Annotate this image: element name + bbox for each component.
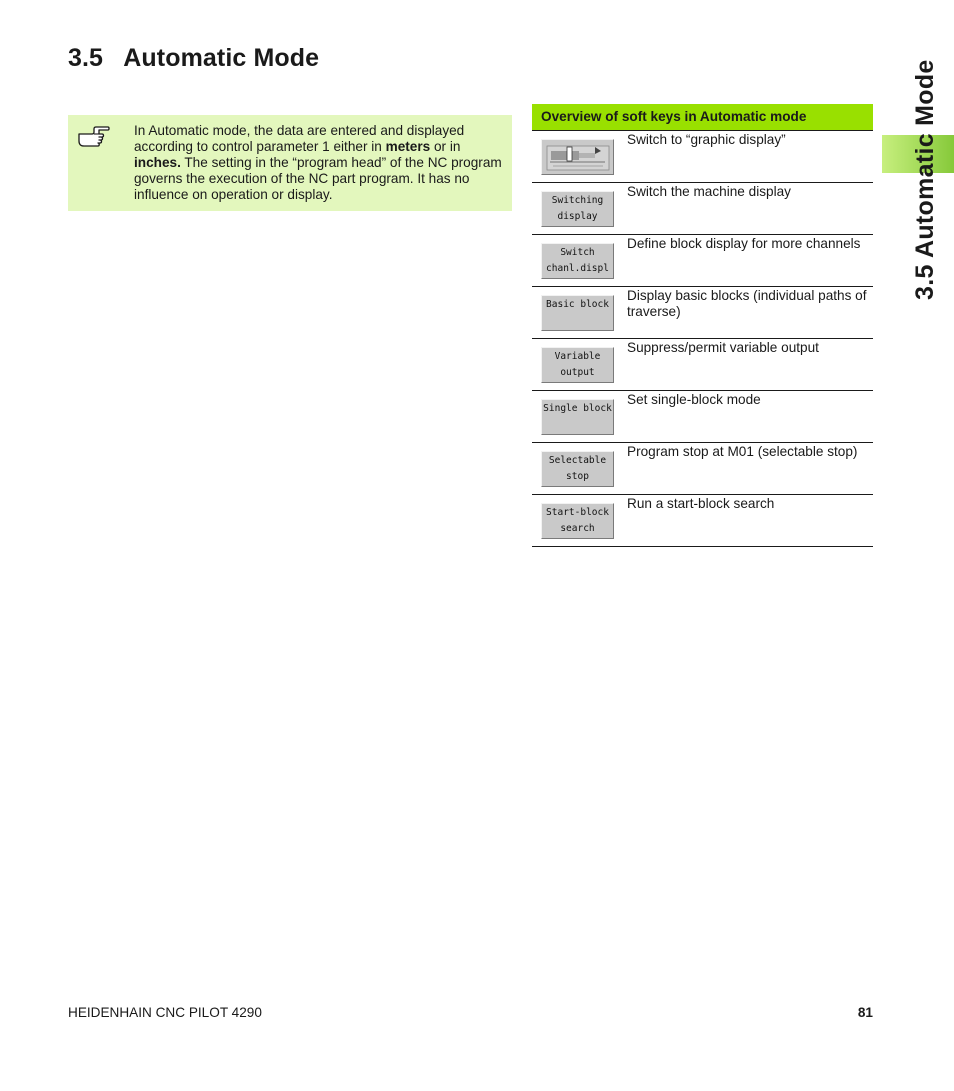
row-description: Run a start-block search <box>627 496 775 511</box>
row-description: Program stop at M01 (selectable stop) <box>627 444 858 459</box>
table-row <box>532 235 873 287</box>
softkey-single-block[interactable]: Single block <box>541 399 614 435</box>
row-description: Define block display for more channels <box>627 236 861 251</box>
table-row <box>532 183 873 235</box>
table-row <box>532 131 873 183</box>
table-row <box>532 339 873 391</box>
row-description: Switch to “graphic display” <box>627 132 786 147</box>
softkey-variable-output[interactable]: Variable output <box>541 347 614 383</box>
row-description: Suppress/permit variable output <box>627 340 819 355</box>
note-box <box>68 115 512 211</box>
pointing-hand-icon <box>78 126 110 148</box>
row-description: Switch the machine display <box>627 184 791 199</box>
table-row <box>532 287 873 339</box>
softkey-table <box>532 104 873 547</box>
softkey-graphic-display[interactable] <box>541 139 614 175</box>
softkey-basic-block[interactable]: Basic block <box>541 295 614 331</box>
note-text: In Automatic mode, the data are entered and displayed according to control parameter 1 either in meters or in inches. The setting in the “program head” of the NC program governs the execution of the NC part program. It has no influence on operation or display. <box>134 123 502 202</box>
row-description: Set single-block mode <box>627 392 761 407</box>
page-title: 3.5 Automatic Mode <box>68 44 320 72</box>
softkey-switching-display[interactable]: Switching display <box>541 191 614 227</box>
softkey-start-block-search[interactable]: Start-block search <box>541 503 614 539</box>
chapter-side-label: 3.5 Automatic Mode <box>911 59 939 300</box>
footer-page-number: 81 <box>857 1005 873 1020</box>
table-row <box>532 391 873 443</box>
table-row <box>532 495 873 547</box>
table-header: Overview of soft keys in Automatic mode <box>532 104 873 131</box>
row-description: Display basic blocks (individual paths of traverse) <box>627 288 867 319</box>
softkey-switch-channel-display[interactable]: Switch chanl.displ <box>541 243 614 279</box>
unit-meters: meters <box>385 139 431 154</box>
graphic-display-icon <box>545 142 611 172</box>
footer-manual-name: HEIDENHAIN CNC PILOT 4290 <box>68 1005 262 1020</box>
unit-inches: inches. <box>134 155 181 170</box>
table-row <box>532 443 873 495</box>
softkey-selectable-stop[interactable]: Selectable stop <box>541 451 614 487</box>
